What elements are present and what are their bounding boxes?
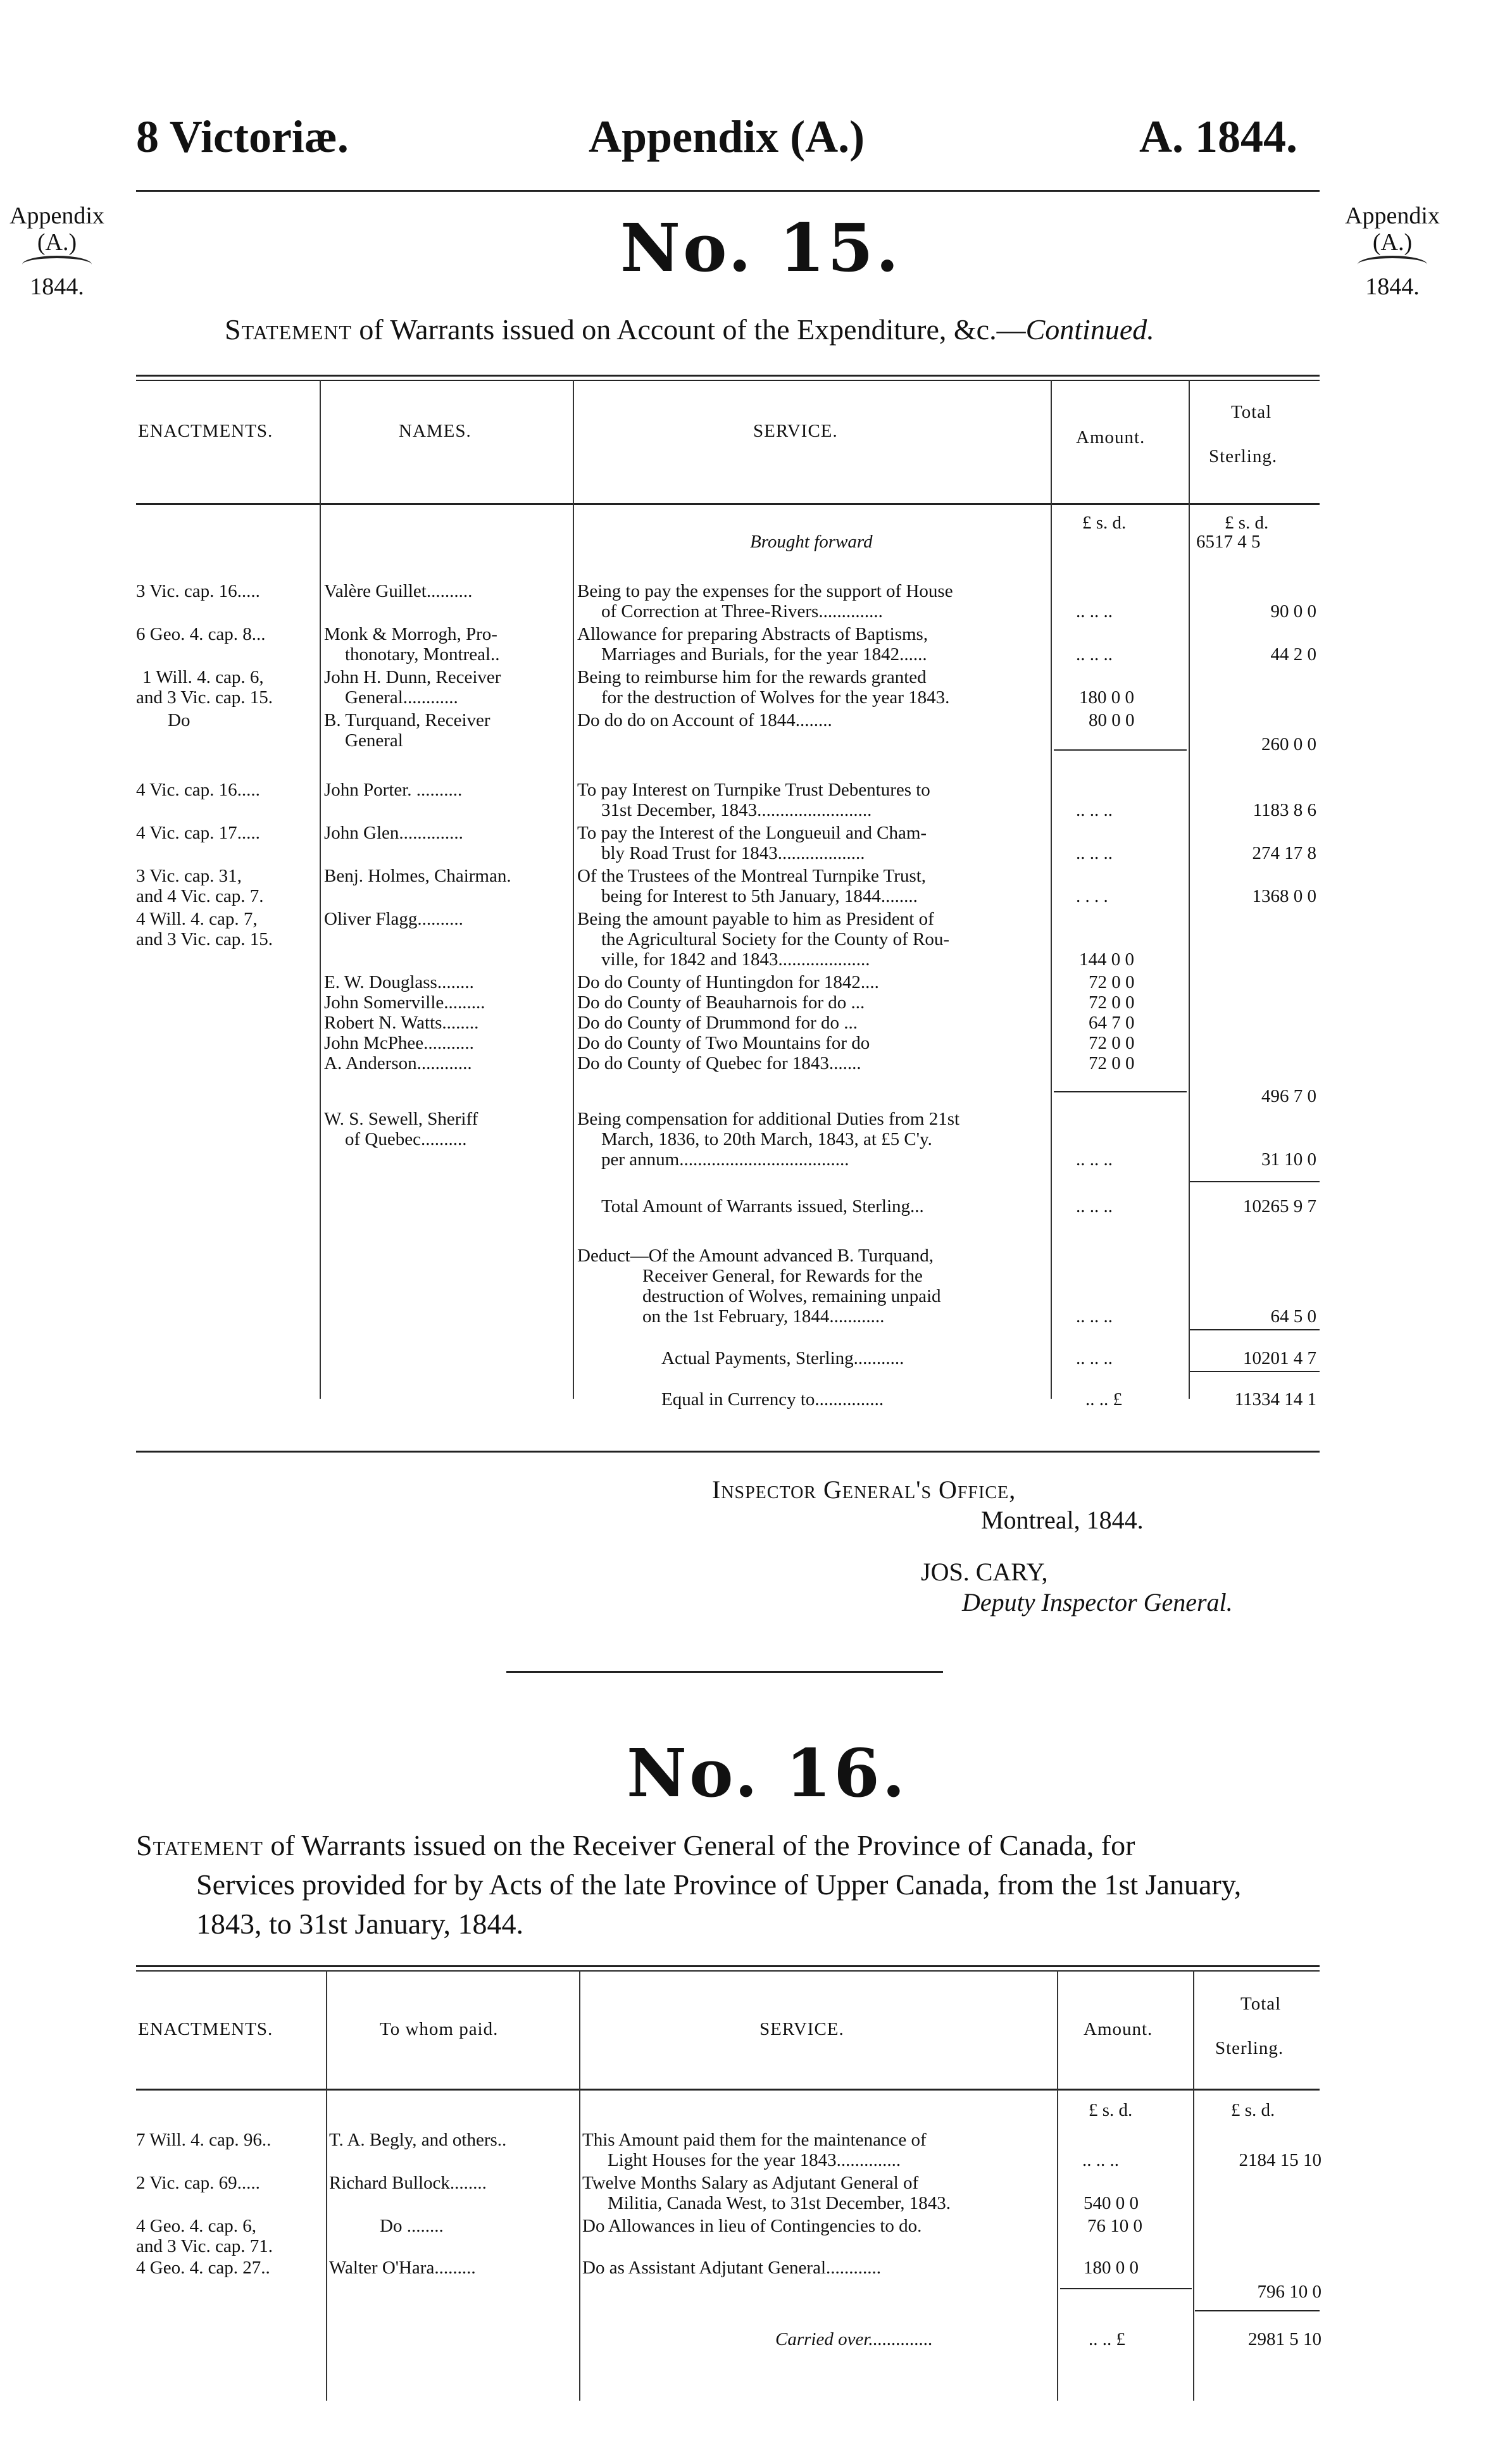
row-amount: .. .. ..	[1076, 601, 1113, 622]
row-total: 90 0 0	[1270, 601, 1316, 622]
row-service-cont: ville, for 1842 and 1843....................	[601, 949, 870, 970]
table16-top-rule	[136, 1965, 1320, 1967]
table15-top-rule	[136, 375, 1320, 377]
agri-name: John Somerville.........	[324, 992, 485, 1013]
lsd-amount: £ s. d.	[1082, 513, 1127, 533]
margin-note-sub: (A.)	[1372, 229, 1413, 256]
row-total: 1368 0 0	[1252, 886, 1316, 906]
col-divider	[1051, 380, 1052, 1399]
row-service-cont: 31st December, 1843.........................	[601, 800, 872, 820]
lsd-amount: £ s. d.	[1089, 2100, 1133, 2120]
actual-payments-amount: .. .. ..	[1076, 1348, 1113, 1368]
actual-payments-label: Actual Payments, Sterling...........	[661, 1348, 904, 1368]
row-total: 274 17 8	[1252, 843, 1316, 863]
row-name-cont: General	[345, 730, 403, 751]
deduct-amount: .. .. ..	[1076, 1306, 1113, 1327]
col-divider	[573, 380, 574, 1399]
row-enactment: 4 Will. 4. cap. 7,	[136, 909, 258, 929]
total-rule	[1190, 1371, 1320, 1372]
hdr-amount: Amount.	[1084, 2019, 1153, 2039]
row-amount: .. .. ..	[1076, 843, 1113, 863]
no16-caption	[136, 1826, 1326, 1944]
agri-service: Do do County of Beauharnois for do ...	[577, 992, 865, 1013]
currency-amount: .. .. £	[1085, 1389, 1122, 1410]
row-total: 31 10 0	[1261, 1149, 1316, 1170]
row-service: Do Allowances in lieu of Contingencies to do.	[582, 2216, 922, 2236]
row-amount: .. .. ..	[1076, 644, 1113, 665]
row-total: 1183 8 6	[1253, 800, 1316, 820]
deduct-line: Deduct—Of the Amount advanced B. Turquand,	[577, 1246, 934, 1266]
row-name: John Porter. ..........	[324, 780, 463, 800]
no15-title: No. 15.	[620, 209, 901, 287]
row-amount: 180 0 0	[1079, 687, 1134, 708]
row-name: B. Turquand, Receiver	[324, 710, 490, 730]
margin-note-label: Appendix	[1345, 203, 1440, 229]
deduct-line: Receiver General, for Rewards for the	[642, 1266, 923, 1286]
row-amount: 80 0 0	[1089, 710, 1135, 730]
table16-top-rule-2	[136, 1970, 1320, 1972]
row-enactment: 7 Will. 4. cap. 96..	[136, 2130, 272, 2150]
running-head-center: Appendix (A.)	[589, 111, 865, 162]
total-rule	[1190, 1329, 1320, 1330]
agri-service: Do do County of Drummond for do ...	[577, 1013, 858, 1033]
row-enactment: 4 Vic. cap. 16.....	[136, 780, 260, 800]
total-warrants-label: Total Amount of Warrants issued, Sterling...	[601, 1196, 924, 1216]
row-service: Twelve Months Salary as Adjutant General of	[582, 2173, 919, 2193]
table15-bottom-rule	[136, 1451, 1320, 1453]
hdr-service: SERVICE.	[759, 2019, 844, 2039]
hdr-amount: Amount.	[1076, 427, 1146, 447]
row-name: Walter O'Hara.........	[329, 2258, 476, 2278]
hdr-sterling: Sterling.	[1209, 446, 1278, 466]
agri-name: John McPhee...........	[324, 1033, 474, 1053]
row-service-cont: for the destruction of Wolves for the year 1843.	[601, 687, 950, 708]
row-service: Being the amount payable to him as President of	[577, 909, 934, 929]
row-amount: .. .. ..	[1082, 2150, 1119, 2170]
brought-forward-total: 6517 4 5	[1196, 532, 1261, 552]
row-enactment: 1 Will. 4. cap. 6,	[142, 667, 264, 687]
total-warrants-value: 10265 9 7	[1243, 1196, 1316, 1216]
row-name-cont: of Quebec..........	[345, 1129, 467, 1149]
carried-over-label: Carried over..............	[775, 2329, 933, 2349]
agri-service: Do do County of Quebec for 1843.......	[577, 1053, 861, 1073]
margin-note-right	[1339, 203, 1446, 300]
row-amount: .. .. ..	[1076, 1149, 1113, 1170]
row-service: To pay the Interest of the Longueuil and Cham-	[577, 823, 927, 843]
row-service: Being to reimburse him for the rewards granted	[577, 667, 927, 687]
carried-over-total: 2981 5 10	[1248, 2329, 1321, 2349]
hdr-sterling: Sterling.	[1215, 2038, 1284, 2058]
row-enactment: 4 Geo. 4. cap. 6,	[136, 2216, 257, 2236]
lsd-total: £ s. d.	[1225, 513, 1269, 533]
margin-brace	[22, 256, 92, 273]
row-enactment-cont: and 4 Vic. cap. 7.	[136, 886, 264, 906]
row-name: Benj. Holmes, Chairman.	[324, 866, 511, 886]
row-service-cont: per annum.....................................	[601, 1149, 849, 1170]
row-service: Being to pay the expenses for the support of House	[577, 581, 953, 601]
agri-name: Robert N. Watts........	[324, 1013, 479, 1033]
agri-service: Do do County of Huntingdon for 1842....	[577, 972, 879, 992]
agri-amount: 72 0 0	[1089, 972, 1135, 992]
deduct-line: destruction of Wolves, remaining unpaid	[642, 1286, 941, 1306]
caption-italic: Continued.	[1025, 313, 1154, 346]
hdr-total: Total	[1231, 402, 1272, 422]
caption-smallcaps: Statement	[225, 313, 352, 346]
row-name: John Glen..............	[324, 823, 463, 843]
office-place: Montreal, 1844.	[981, 1506, 1144, 1534]
signer-name: JOS. CARY,	[921, 1558, 1048, 1586]
running-head-right: A. 1844.	[1139, 111, 1297, 162]
row-total: 2184 15 10	[1239, 2150, 1321, 2170]
hdr-enactments: ENACTMENTS.	[138, 421, 273, 441]
row-service-cont: Light Houses for the year 1843..............	[608, 2150, 901, 2170]
margin-note-left	[3, 203, 111, 300]
margin-note-sub: (A.)	[37, 229, 77, 256]
caption-text: Services provided for by Acts of the late Province of Upper Canada, from the 1st January,	[196, 1868, 1242, 1901]
hdr-service: SERVICE.	[753, 421, 838, 441]
row-enactment-cont: and 3 Vic. cap. 71.	[136, 2236, 273, 2256]
row-name: John H. Dunn, Receiver	[324, 667, 501, 687]
row-name: T. A. Begly, and others..	[329, 2130, 507, 2150]
col-divider	[320, 380, 321, 1399]
table15-top-rule-2	[136, 380, 1320, 381]
row-service-cont: bly Road Trust for 1843...................	[601, 843, 865, 863]
agri-name: E. W. Douglass........	[324, 972, 474, 992]
row-service-cont: Militia, Canada West, to 31st December, 1843.	[608, 2193, 951, 2213]
row-service: Do as Assistant Adjutant General............	[582, 2258, 882, 2278]
agri-amount: 72 0 0	[1089, 992, 1135, 1013]
margin-note-label: Appendix	[9, 203, 104, 229]
row-service-cont: the Agricultural Society for the County of Rou-	[601, 929, 950, 949]
row-enactment: Do	[168, 710, 191, 730]
agri-total: 496 7 0	[1261, 1086, 1316, 1106]
row-total: 260 0 0	[1261, 734, 1316, 754]
total-rule	[1195, 2310, 1320, 2311]
carried-over-amount: .. .. £	[1089, 2329, 1125, 2349]
subtotal-rule	[1060, 2288, 1192, 2289]
actual-payments-total: 10201 4 7	[1243, 1348, 1316, 1368]
row-name: Do ........	[380, 2216, 444, 2236]
row-service: To pay Interest on Turnpike Trust Debentures to	[577, 780, 930, 800]
head-rule	[136, 190, 1320, 192]
row-service: Do do do on Account of 1844........	[577, 710, 832, 730]
row-name: Valère Guillet..........	[324, 581, 473, 601]
caption-text: 1843, to 31st January, 1844.	[196, 1908, 524, 1940]
caption-text: of Warrants issued on Account of the Expenditure, &c.—	[351, 313, 1026, 346]
margin-note-year: 1844.	[1365, 273, 1420, 300]
lsd-total: £ s. d.	[1231, 2100, 1275, 2120]
agri-service: Do do County of Two Mountains for do	[577, 1033, 870, 1053]
row-enactment-cont: and 3 Vic. cap. 15.	[136, 929, 273, 949]
row-amount: 144 0 0	[1079, 949, 1134, 970]
subtotal-rule	[1054, 1091, 1187, 1092]
total-rule	[1190, 1181, 1320, 1182]
row-enactment: 2 Vic. cap. 69.....	[136, 2173, 260, 2193]
row-amount: 540 0 0	[1084, 2193, 1139, 2213]
running-head-left: 8 Victoriæ.	[136, 111, 349, 162]
col-divider	[579, 1970, 580, 2401]
row-amount: .. .. ..	[1076, 800, 1113, 820]
section-divider	[506, 1671, 943, 1673]
hdr-paid: To whom paid.	[380, 2019, 499, 2039]
row-service-cont: Marriages and Burials, for the year 1842......	[601, 644, 927, 665]
row-total: 796 10 0	[1257, 2282, 1321, 2302]
agri-amount: 64 7 0	[1089, 1013, 1135, 1033]
col-divider	[1057, 1970, 1058, 2401]
row-name: W. S. Sewell, Sheriff	[324, 1109, 478, 1129]
row-total: 44 2 0	[1270, 644, 1316, 665]
row-name: Richard Bullock........	[329, 2173, 487, 2193]
deduct-line: on the 1st February, 1844............	[642, 1306, 885, 1327]
total-warrants-amount: .. .. ..	[1076, 1196, 1113, 1216]
row-amount: 76 10 0	[1087, 2216, 1142, 2236]
caption-text: of Warrants issued on the Receiver General of the Province of Canada, for	[263, 1829, 1135, 1861]
signer-title: Deputy Inspector General.	[962, 1588, 1233, 1616]
row-service: Of the Trustees of the Montreal Turnpike Trust,	[577, 866, 927, 886]
row-name-cont: General............	[345, 687, 458, 708]
table16-header-rule	[136, 2089, 1320, 2091]
margin-brace	[1358, 256, 1427, 273]
row-service-cont: March, 1836, to 20th March, 1843, at £5 C'y.	[601, 1129, 932, 1149]
hdr-enactments: ENACTMENTS.	[138, 2019, 273, 2039]
hdr-names: NAMES.	[399, 421, 472, 441]
row-amount: 180 0 0	[1084, 2258, 1139, 2278]
agri-amount: 72 0 0	[1089, 1033, 1135, 1053]
margin-note-year: 1844.	[30, 273, 84, 300]
office-name: Inspector General's Office,	[712, 1475, 1016, 1504]
row-name: Oliver Flagg..........	[324, 909, 463, 929]
row-enactment: 6 Geo. 4. cap. 8...	[136, 624, 266, 644]
subtotal-rule	[1054, 749, 1187, 751]
col-divider	[326, 1970, 327, 2401]
row-service: Being compensation for additional Duties from 21st	[577, 1109, 960, 1129]
agri-name: A. Anderson............	[324, 1053, 472, 1073]
no16-title: No. 16.	[627, 1734, 908, 1812]
row-enactment-cont: and 3 Vic. cap. 15.	[136, 687, 273, 708]
row-enactment: 4 Geo. 4. cap. 27..	[136, 2258, 270, 2278]
currency-total: 11334 14 1	[1234, 1389, 1316, 1410]
row-enactment: 3 Vic. cap. 31,	[136, 866, 242, 886]
no15-caption	[225, 310, 1154, 349]
row-service-cont: of Correction at Three-Rivers..............	[601, 601, 883, 622]
caption-smallcaps: Statement	[136, 1829, 263, 1861]
row-service: This Amount paid them for the maintenance of	[582, 2130, 927, 2150]
currency-label: Equal in Currency to...............	[661, 1389, 884, 1410]
row-enactment: 3 Vic. cap. 16.....	[136, 581, 260, 601]
row-service-cont: being for Interest to 5th January, 1844........	[601, 886, 918, 906]
row-service: Allowance for preparing Abstracts of Baptisms,	[577, 624, 928, 644]
table15-header-rule	[136, 503, 1320, 505]
row-name-cont: thonotary, Montreal..	[345, 644, 500, 665]
row-name: Monk & Morrogh, Pro-	[324, 624, 497, 644]
row-amount: . . . .	[1076, 886, 1108, 906]
col-divider	[1193, 1970, 1194, 2401]
agri-amount: 72 0 0	[1089, 1053, 1135, 1073]
hdr-total: Total	[1240, 1994, 1282, 2014]
row-enactment: 4 Vic. cap. 17.....	[136, 823, 260, 843]
deduct-total: 64 5 0	[1270, 1306, 1316, 1327]
brought-forward: Brought forward	[750, 532, 873, 552]
